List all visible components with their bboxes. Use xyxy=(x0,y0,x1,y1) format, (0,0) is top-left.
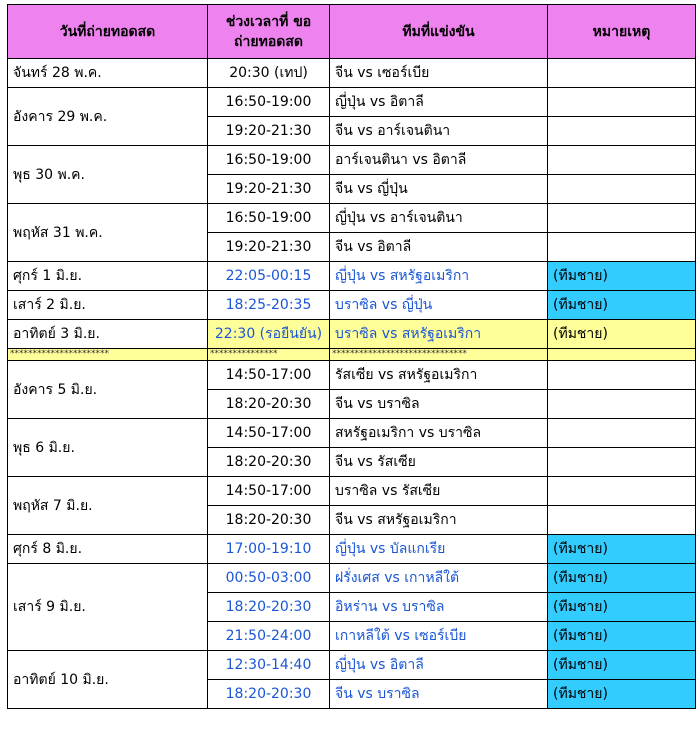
note-cell xyxy=(548,506,696,535)
date-cell: เสาร์ 9 มิ.ย. xyxy=(8,564,208,651)
date-cell: พฤหัส 31 พ.ค. xyxy=(8,204,208,262)
table-row xyxy=(8,535,696,564)
note-cell xyxy=(548,88,696,117)
match-cell: จีน vs รัสเซีย xyxy=(330,448,548,477)
note-cell xyxy=(548,175,696,204)
date-cell: เสาร์ 2 มิ.ย. xyxy=(8,291,208,320)
time-cell: 18:25-20:35 xyxy=(208,291,330,320)
table-row xyxy=(8,88,696,117)
match-cell: จีน vs บราซิล xyxy=(330,680,548,709)
note-cell xyxy=(548,117,696,146)
time-cell: 14:50-17:00 xyxy=(208,361,330,390)
note-cell: (ทีมชาย) xyxy=(548,593,696,622)
time-cell: 14:50-17:00 xyxy=(208,419,330,448)
table-row xyxy=(8,564,696,593)
time-cell: 20:30 (เทป) xyxy=(208,59,330,88)
match-cell: บราซิล vs สหรัฐอเมริกา xyxy=(330,320,548,349)
separator-cell: *************** xyxy=(208,349,330,361)
time-cell: 19:20-21:30 xyxy=(208,175,330,204)
note-cell: (ทีมชาย) xyxy=(548,680,696,709)
note-cell xyxy=(548,233,696,262)
note-cell: (ทีมชาย) xyxy=(548,564,696,593)
note-cell: (ทีมชาย) xyxy=(548,535,696,564)
date-cell: อาทิตย์ 10 มิ.ย. xyxy=(8,651,208,709)
header-match: ทีมที่แข่งขัน xyxy=(330,5,548,59)
match-cell: บราซิล vs ญี่ปุ่น xyxy=(330,291,548,320)
time-cell: 16:50-19:00 xyxy=(208,88,330,117)
note-cell xyxy=(548,59,696,88)
note-cell: (ทีมชาย) xyxy=(548,651,696,680)
separator-row xyxy=(8,349,696,361)
header-time: ช่วงเวลาที่ ขอถ่ายทอดสด xyxy=(208,5,330,59)
time-cell: 18:20-20:30 xyxy=(208,593,330,622)
separator-cell xyxy=(548,349,696,361)
table-row xyxy=(8,320,696,349)
note-cell xyxy=(548,419,696,448)
match-cell: รัสเซีย vs สหรัฐอเมริกา xyxy=(330,361,548,390)
note-cell: (ทีมชาย) xyxy=(548,622,696,651)
note-cell xyxy=(548,361,696,390)
note-cell: (ทีมชาย) xyxy=(548,320,696,349)
table-row xyxy=(8,651,696,680)
match-cell: อิหร่าน vs บราซิล xyxy=(330,593,548,622)
note-cell: (ทีมชาย) xyxy=(548,262,696,291)
table-row xyxy=(8,291,696,320)
time-cell: 19:20-21:30 xyxy=(208,117,330,146)
date-cell: อังคาร 29 พ.ค. xyxy=(8,88,208,146)
header-row xyxy=(8,5,696,59)
table-row xyxy=(8,59,696,88)
note-cell xyxy=(548,204,696,233)
time-cell: 22:30 (รอยืนยัน) xyxy=(208,320,330,349)
time-cell: 18:20-20:30 xyxy=(208,506,330,535)
note-cell xyxy=(548,390,696,419)
time-cell: 21:50-24:00 xyxy=(208,622,330,651)
date-cell: ศุกร์ 1 มิ.ย. xyxy=(8,262,208,291)
match-cell: บราซิล vs รัสเซีย xyxy=(330,477,548,506)
table-row xyxy=(8,262,696,291)
date-cell: ศุกร์ 8 มิ.ย. xyxy=(8,535,208,564)
time-cell: 18:20-20:30 xyxy=(208,448,330,477)
match-cell: จีน vs บราซิล xyxy=(330,390,548,419)
time-cell: 19:20-21:30 xyxy=(208,233,330,262)
table-row xyxy=(8,204,696,233)
broadcast-schedule-table xyxy=(7,4,696,709)
table-row xyxy=(8,419,696,448)
separator-cell: ****************************** xyxy=(330,349,548,361)
match-cell: จีน vs ญี่ปุ่น xyxy=(330,175,548,204)
note-cell xyxy=(548,448,696,477)
match-cell: ญี่ปุ่น vs สหรัฐอเมริกา xyxy=(330,262,548,291)
date-cell: พุธ 6 มิ.ย. xyxy=(8,419,208,477)
match-cell: เกาหลีใต้ vs เซอร์เบีย xyxy=(330,622,548,651)
note-cell xyxy=(548,146,696,175)
time-cell: 12:30-14:40 xyxy=(208,651,330,680)
match-cell: จีน vs อาร์เจนตินา xyxy=(330,117,548,146)
table-row xyxy=(8,146,696,175)
time-cell: 18:20-20:30 xyxy=(208,390,330,419)
match-cell: จีน vs อิตาลี xyxy=(330,233,548,262)
time-cell: 14:50-17:00 xyxy=(208,477,330,506)
match-cell: จีน vs สหรัฐอเมริกา xyxy=(330,506,548,535)
time-cell: 17:00-19:10 xyxy=(208,535,330,564)
time-cell: 16:50-19:00 xyxy=(208,204,330,233)
match-cell: ญี่ปุ่น vs บัลแกเรีย xyxy=(330,535,548,564)
match-cell: สหรัฐอเมริกา vs บราซิล xyxy=(330,419,548,448)
match-cell: ฝรั่งเศส vs เกาหลีใต้ xyxy=(330,564,548,593)
time-cell: 18:20-20:30 xyxy=(208,680,330,709)
date-cell: พุธ 30 พ.ค. xyxy=(8,146,208,204)
note-cell: (ทีมชาย) xyxy=(548,291,696,320)
match-cell: อาร์เจนตินา vs อิตาลี xyxy=(330,146,548,175)
time-cell: 00:50-03:00 xyxy=(208,564,330,593)
time-cell: 22:05-00:15 xyxy=(208,262,330,291)
date-cell: จันทร์ 28 พ.ค. xyxy=(8,59,208,88)
table-row xyxy=(8,477,696,506)
date-cell: อาทิตย์ 3 มิ.ย. xyxy=(8,320,208,349)
match-cell: จีน vs เซอร์เบีย xyxy=(330,59,548,88)
match-cell: ญี่ปุ่น vs อิตาลี xyxy=(330,651,548,680)
separator-cell: ********************** xyxy=(8,349,208,361)
header-note: หมายเหตุ xyxy=(548,5,696,59)
match-cell: ญี่ปุ่น vs อาร์เจนตินา xyxy=(330,204,548,233)
header-date: วันที่ถ่ายทอดสด xyxy=(8,5,208,59)
match-cell: ญี่ปุ่น vs อิตาลี xyxy=(330,88,548,117)
date-cell: อังคาร 5 มิ.ย. xyxy=(8,361,208,419)
note-cell xyxy=(548,477,696,506)
date-cell: พฤหัส 7 มิ.ย. xyxy=(8,477,208,535)
time-cell: 16:50-19:00 xyxy=(208,146,330,175)
table-row xyxy=(8,361,696,390)
